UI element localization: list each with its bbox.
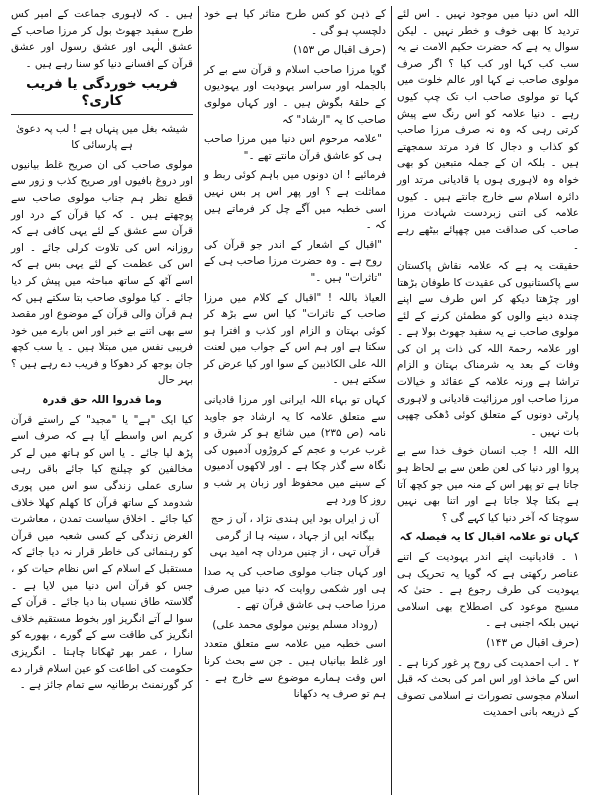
verse: شیشہ بغل میں پنہاں ہے ! لب پہ دعویٰ ہے پارسائی کا: [16, 122, 188, 152]
paragraph: مولوی صاحب کی ان صریح غلط بیانیوں اور دروغ بافیوں اور صریح کذب و زور سے قطع نظر ہم جناب مولوی صاحب سے پوچھتے ہیں ۔ کہ کیا قرآن کے درد اور قرآن سے عشق کے لئے یہی کافی ہے کہ روزانہ اس کی تلاوت کرلی جائے ۔ اور اس کی عظمت کے لئے یہی بس ہے کہ اسے آٹھ کے ساتھ مباحثہ میں پیش کر دیا جائے ۔ کیا مولوی صاحب بتا سکتے ہیں کہ ہم قرآن والی قرآن کے موضوع اور مقصد سے بھی اتنے بے خبر اور اس بارے میں خود فریبی نفس میں مبتلا ہیں ۔ یا سب کچھ جان بوجھ کر دھوکا و فریب دے رہے ہیں ؟ بہر حال: [11, 158, 193, 387]
column-right: [392, 6, 584, 795]
quote: "علامہ مرحوم اس دنیا میں مرزا صاحب ہی کو عاشق قرآن مانتے تھے ۔": [204, 133, 382, 162]
paragraph: اور کہاں جناب مولوی صاحب کی یہ صدا ہی اور شکمی روایت کہ دنیا میں صرف مرزا صاحب ہی عاشق قرآن تھے ۔: [204, 566, 386, 612]
paragraph: کے ذہن کو کس طرح متاثر کیا ہے خود دلچسپ ہو گی ۔: [204, 8, 386, 37]
section-heading: فریب خوردگی یا فریب کاری؟: [11, 76, 193, 114]
paragraph: کہاں تو علامہ اقبال کا یہ فیصلہ کہ: [399, 531, 579, 544]
verse: وما قدروا اللہ حق قدرہ: [42, 394, 162, 407]
column-middle: [199, 6, 392, 795]
paragraph: کہاں تو بہاء اللہ ایرانی اور مرزا قادیانی سے متعلق علامہ کا یہ ارشاد جو جاوید نامہ (ص ۲۳۵) میں شائع ہو کر شرق و غرب عرب و عجم کے کروڑوں آدمیوں کی نگاہ سے گذر چکا ہے ۔ اور لاکھوں آدمیوں کے سینے میں محفوظ اور زبان پر شب و روز کا ورد ہے: [204, 394, 386, 506]
paragraph: اسی خطبہ میں علامہ سے متعلق متعدد اور غلط بیانیاں ہیں ۔ جن سے بحث کرنا اس وقت ہمارے موضوع سے خارج ہے ۔ ہم تو صرف یہ دکھانا: [204, 638, 386, 701]
column-left: [6, 6, 199, 795]
reference: (حرف اقبال ص ۱۴۳): [486, 636, 579, 649]
paragraph: اللہ اس دنیا میں موجود نہیں ۔ اس لئے تردید کا بھی خوف و خطر نہیں ۔ لیکن سوال یہ ہے کہ حضرت حکیم الامت نے یہ سب کب کہا اور کب کیا ؟ اگر صرف مولوی صاحب نے کہا اور عالم خلوت میں کہا تو مولوی صاحب اب تک چپ کیوں رہے ۔ دنیا علامہ کو اس رنگ سے پیش کرتی رہی کہ وہ نہ صرف مرزا صاحب کو کذاب و دجال کا فرد مرتد سمجھتے ہیں ۔ بلکہ ان کے جملہ متبعین کو بھی خواہ وہ لاہوری ہوں یا قادیانی مرتد اور دائرہ اسلام سے خارج جانتے ہیں ۔ کیوں علامہ کی اتنی زبردست شہادت مرزا صاحب کی صداقت میں چھپائے بیٹھے رہے ۔: [397, 8, 579, 253]
paragraph: کیا ایک "ہے" یا "مجید" کے راستے قرآن کریم اس واسطے آیا ہے کہ صرف اسے پڑھ لیا جائے ۔ یا اس کو ہاتھ میں لے کر مخالفین کو چیلنج کیا جائے باقی رہی ساری عملی زندگی سو اس میں پوری شدومد کے ساتھ قرآن کا کھلم کھلا خلاف کیا جائے ۔ اخلاق سیاست تمدن ، معاشرت الغرض زندگی کے کسی شعبہ میں قرآن کو رہنمائی کی خاطر قرار نہ دیا جائے کہ مستقبل کے اسلام کے اس نظام حیات کو ، جس کو قرآن اس دنیا میں لایا ہے ۔ گلاستہ طاق نسیاں بنا دیا جائے ۔ قرآن کے سوا لے آتے انگریز اور بخوط مستقیم خلاف انگریز کی طاقت سے کے گورے ، بھورے کو سارا ، عمر بھر ٹھکانا چاہتا ۔ انگریزی حکومت کی اطاعت کو عین اسلام قرار دے کر گورنمنٹ برطانیہ سے تمام جائز ہے ۔: [11, 413, 193, 692]
paragraph: ہیں ۔ کہ لاہوری جماعت کے امیر کس طرح سفید جھوٹ بول کر مرزا صاحب کے عشق الٰہی اور عشق رسول اور عشق قرآن کے افسانے دنیا کو سنا رہے ہیں ۔: [11, 8, 193, 70]
verse: آں ز ایراں بود ایں ہندی نژاد ، آں ز حج بیگانہ ایں از جہاد ، سینہ ہا از گرمی قرآں تہی ، از چنیں مرداں چہ امید بہی: [209, 513, 381, 559]
text-columns: [6, 6, 584, 795]
paragraph: حقیقت یہ ہے کہ علامہ نقاش پاکستان سے پاکستانیوں کی عقیدت کا طوفان بڑھتا اور چڑھتا دیکھ کر اس طرف سے اپنے چندہ دینے والوں کو مطمئن کرنے کے لئے مولوی صاحب نے یہ سفید جھوٹ بولا ہے ۔ اور علامہ رحمۃ اللہ کی ذات پر ان کی وفات کے بعد یہ شرمناک بہتان و الزام تراشا ہے ورنہ علامہ کے عقائد و خیالات مرزا صاحب اور مرزائیت قادیانی و لاہوری پارٹی دونوں کے متعلق کوئی ڈھکی چھپی بات نہیں ۔: [397, 259, 579, 438]
paragraph: ۱ ۔ قادیانیت اپنے اندر یہودیت کے اتنے عناصر رکھتی ہے کہ گویا یہ تحریک ہی یہودیت کی طرف رجوع ہے ۔ حتیٰ کہ مسیح موعود کی اصطلاح بھی اسلامی نہیں بلکہ اجنبی ہے ۔: [397, 551, 579, 630]
quote: "اقبال کے اشعار کے اندر جو قرآن کی روح ہے ۔ وہ حضرت مرزا صاحب ہی کے "تاثرات" ہیں ۔": [204, 238, 382, 284]
paragraph: العیاذ باللہ ! "اقبال کے کلام میں مرزا صاحب کے تاثرات" کیا اس سے بڑھ کر کوئی بہتان و الزام اور کذب و افترا ہو سکتا ہے اور ہم اس کے جواب میں لعنت اللہ علی الکاذبین کے سوا اور کیا عرض کر سکتے ہیں ۔: [204, 291, 386, 387]
paragraph: ۲ ۔ اب احمدیت کی روح پر غور کرنا ہے ۔ اس کے ماخذ اور اس امر کی بحث کہ قبل اسلام مجوسی تصورات نے اسلامی تصوف کے ذریعہ بانی احمدیت: [397, 656, 579, 719]
paragraph: اللہ اللہ ! جب انسان خوف خدا سے بے پروا اور دنیا کی لعن طعن سے بے لحاظ ہو جاتا ہے تو پھر اس کے منہ میں جو کچھ آتا ہے بکتا چلا جاتا ہے اور اتنا بھی نہیں سوچتا کہ آخر دنیا کیا کہے گی ؟: [397, 445, 579, 524]
reference: (حرف اقبال ص ۱۵۳): [293, 44, 386, 57]
paragraph: گویا مرزا صاحب اسلام و قرآن سے بے کر بالجملہ اور سراسر یہودیت اور یہودیوں کے حلقۂ بگوش ہیں ۔ اور کہاں مولوی صاحب کا یہ "ارشاد" کہ: [204, 63, 386, 126]
paragraph: فرمائیے ! ان دونوں میں باہم کوئی ربط و مماثلت ہے ؟ اور پھر اس پر بس نہیں اسی خطبہ میں آگے چل کر فرماتے ہیں کہ ۔: [204, 169, 386, 232]
reference: (روداد مسلم یونین مولوی محمد علی): [212, 618, 378, 631]
